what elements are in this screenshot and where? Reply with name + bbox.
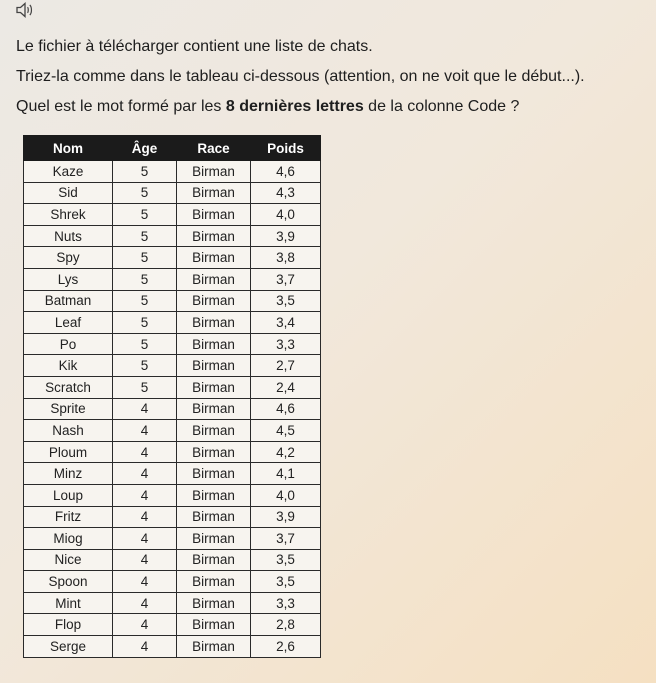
cell-age: 4 <box>113 528 177 550</box>
cell-poids: 3,7 <box>251 268 321 290</box>
table-row <box>24 182 321 204</box>
cell-poids: 4,5 <box>251 420 321 442</box>
cell-nom: Minz <box>24 463 113 485</box>
column-header-age: Âge <box>113 136 177 161</box>
cell-poids: 4,2 <box>251 441 321 463</box>
cell-race: Birman <box>177 549 251 571</box>
cell-age: 4 <box>113 636 177 658</box>
table-row <box>24 268 321 290</box>
cell-nom: Nuts <box>24 225 113 247</box>
cell-race: Birman <box>177 333 251 355</box>
cell-nom: Nice <box>24 549 113 571</box>
cell-nom: Batman <box>24 290 113 312</box>
cell-nom: Loup <box>24 484 113 506</box>
cell-race: Birman <box>177 571 251 593</box>
table-row <box>24 204 321 226</box>
cell-age: 5 <box>113 204 177 226</box>
cell-race: Birman <box>177 161 251 183</box>
cell-poids: 3,3 <box>251 333 321 355</box>
cell-race: Birman <box>177 312 251 334</box>
cell-poids: 3,8 <box>251 247 321 269</box>
cell-nom: Nash <box>24 420 113 442</box>
table-row <box>24 636 321 658</box>
cell-poids: 4,0 <box>251 484 321 506</box>
table-row <box>24 225 321 247</box>
cell-race: Birman <box>177 528 251 550</box>
cell-age: 4 <box>113 398 177 420</box>
cell-age: 5 <box>113 333 177 355</box>
cell-race: Birman <box>177 420 251 442</box>
table-row <box>24 441 321 463</box>
cell-poids: 4,6 <box>251 398 321 420</box>
table-row <box>24 376 321 398</box>
cell-nom: Spoon <box>24 571 113 593</box>
question-text-start: Quel est le mot formé par les <box>16 98 226 115</box>
cell-race: Birman <box>177 636 251 658</box>
table-row <box>24 312 321 334</box>
cell-race: Birman <box>177 355 251 377</box>
cell-poids: 3,9 <box>251 506 321 528</box>
cell-race: Birman <box>177 484 251 506</box>
table-row <box>24 506 321 528</box>
cell-age: 5 <box>113 312 177 334</box>
table-row <box>24 571 321 593</box>
cell-race: Birman <box>177 290 251 312</box>
column-header-nom: Nom <box>24 136 113 161</box>
cell-race: Birman <box>177 398 251 420</box>
cell-nom: Fritz <box>24 506 113 528</box>
cell-poids: 3,9 <box>251 225 321 247</box>
cell-age: 5 <box>113 161 177 183</box>
table-row <box>24 398 321 420</box>
cell-poids: 4,3 <box>251 182 321 204</box>
column-header-race: Race <box>177 136 251 161</box>
cell-nom: Sprite <box>24 398 113 420</box>
table-row <box>24 355 321 377</box>
cell-poids: 3,5 <box>251 549 321 571</box>
table-row <box>24 592 321 614</box>
cell-age: 4 <box>113 592 177 614</box>
cell-poids: 4,6 <box>251 161 321 183</box>
question-line <box>16 98 519 116</box>
cell-nom: Sid <box>24 182 113 204</box>
table-row <box>24 528 321 550</box>
cell-nom: Kik <box>24 355 113 377</box>
table-row <box>24 161 321 183</box>
speaker-icon[interactable] <box>16 2 34 18</box>
cell-race: Birman <box>177 182 251 204</box>
table-row <box>24 333 321 355</box>
cell-age: 4 <box>113 506 177 528</box>
cell-poids: 2,4 <box>251 376 321 398</box>
cell-poids: 3,5 <box>251 571 321 593</box>
cell-poids: 3,4 <box>251 312 321 334</box>
cell-race: Birman <box>177 506 251 528</box>
cell-race: Birman <box>177 592 251 614</box>
question-emphasis: 8 dernières lettres <box>225 98 364 115</box>
cell-age: 5 <box>113 290 177 312</box>
cell-race: Birman <box>177 463 251 485</box>
table-row <box>24 290 321 312</box>
cell-nom: Mint <box>24 592 113 614</box>
table-header-row <box>24 136 321 161</box>
cell-race: Birman <box>177 614 251 636</box>
cell-nom: Shrek <box>24 204 113 226</box>
cell-age: 5 <box>113 355 177 377</box>
cell-race: Birman <box>177 441 251 463</box>
cell-poids: 3,5 <box>251 290 321 312</box>
cell-poids: 2,8 <box>251 614 321 636</box>
cell-nom: Miog <box>24 528 113 550</box>
cell-race: Birman <box>177 204 251 226</box>
cell-race: Birman <box>177 376 251 398</box>
cell-age: 4 <box>113 463 177 485</box>
cats-table <box>23 135 321 658</box>
table-row <box>24 484 321 506</box>
cell-poids: 4,0 <box>251 204 321 226</box>
cell-poids: 2,7 <box>251 355 321 377</box>
table-row <box>24 420 321 442</box>
question-text-end: de la colonne Code ? <box>363 98 520 115</box>
cell-age: 4 <box>113 549 177 571</box>
cell-nom: Ploum <box>24 441 113 463</box>
cell-race: Birman <box>177 247 251 269</box>
cell-age: 4 <box>113 614 177 636</box>
cell-race: Birman <box>177 268 251 290</box>
cell-age: 5 <box>113 268 177 290</box>
cell-age: 4 <box>113 571 177 593</box>
cell-poids: 3,7 <box>251 528 321 550</box>
cell-age: 5 <box>113 376 177 398</box>
cell-nom: Po <box>24 333 113 355</box>
instruction-line-1: Le fichier à télécharger contient une liste de chats. <box>16 38 373 55</box>
cell-poids: 3,3 <box>251 592 321 614</box>
table-row <box>24 614 321 636</box>
cell-nom: Flop <box>24 614 113 636</box>
cell-race: Birman <box>177 225 251 247</box>
table-row <box>24 463 321 485</box>
column-header-poids: Poids <box>251 136 321 161</box>
cell-poids: 2,6 <box>251 636 321 658</box>
cell-nom: Leaf <box>24 312 113 334</box>
cell-nom: Serge <box>24 636 113 658</box>
cell-age: 4 <box>113 484 177 506</box>
cell-age: 4 <box>113 420 177 442</box>
cell-age: 4 <box>113 441 177 463</box>
table-row <box>24 247 321 269</box>
instruction-line-2: Triez-la comme dans le tableau ci-dessous (attention, on ne voit que le début...). <box>16 68 585 85</box>
cell-age: 5 <box>113 247 177 269</box>
cell-age: 5 <box>113 225 177 247</box>
cell-nom: Spy <box>24 247 113 269</box>
table-row <box>24 549 321 571</box>
cell-poids: 4,1 <box>251 463 321 485</box>
cell-nom: Scratch <box>24 376 113 398</box>
cell-nom: Kaze <box>24 161 113 183</box>
cell-age: 5 <box>113 182 177 204</box>
cell-nom: Lys <box>24 268 113 290</box>
